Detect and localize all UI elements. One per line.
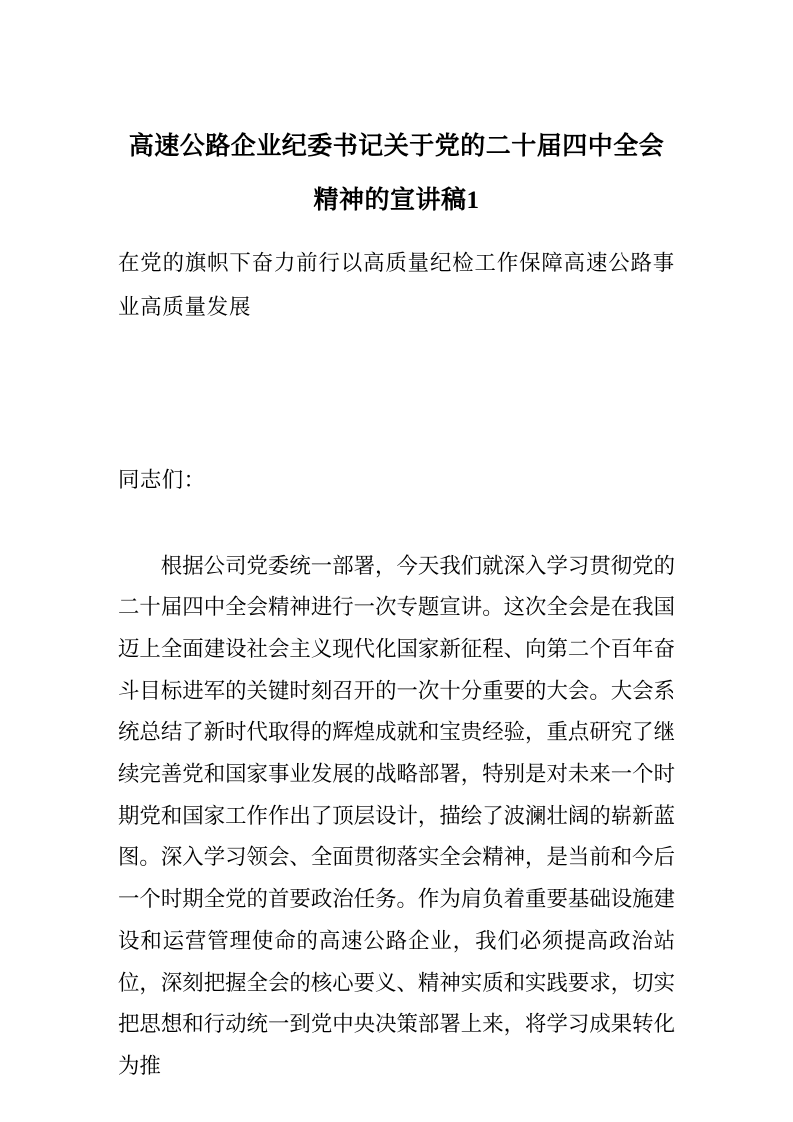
salutation-line: 同志们：	[118, 468, 206, 492]
body-paragraph: 根据公司党委统一部署，今天我们就深入学习贯彻党的二十届四中全会精神进行一次专题宣讲。这次全会是在我国迈上全面建设社会主义现代化国家新征程、向第二个百年奋斗目标进军的关键时刻召开的一次十分重要的大会。大会系统总结了新时代取得的辉煌成就和宝贵经验，重点研究了继续完善党和国家事业发展的战略部署，特别是对未来一个时期党和国家工作作出了顶层设计，描绘了波澜壮阔的崭新蓝图。深入学习领会、全面贯彻落实全会精神，是当前和今后一个时期全党的首要政治任务。作为肩负着重要基础设施建设和运营管理使命的高速公路企业，我们必须提高政治站位，深刻把握全会的核心要义、精神实质和实践要求，切实把思想和行动统一到党中央决策部署上来，将学习成果转化为推	[118, 553, 675, 1078]
document-title: 高速公路企业纪委书记关于党的二十届四中全会精神的宣讲稿1	[128, 133, 665, 214]
document-subtitle: 在党的旗帜下奋力前行以高质量纪检工作保障高速公路事业高质量发展	[118, 251, 675, 319]
